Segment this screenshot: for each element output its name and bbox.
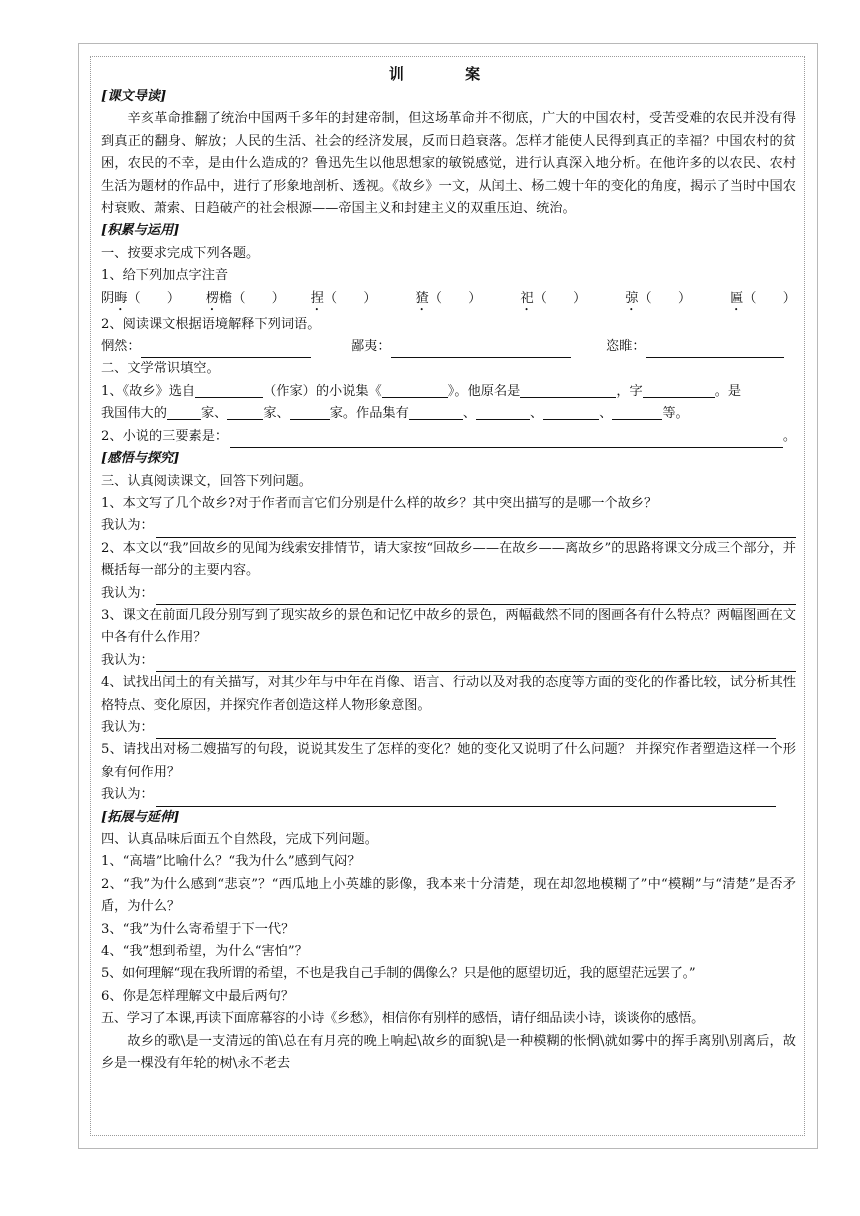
- part2-heading: 二、文学常识填空。: [101, 361, 220, 377]
- part1-heading: 一、按要求完成下列各题。: [101, 245, 260, 261]
- extend-question: 3、“我”为什么寄希望于下一代？: [101, 921, 295, 937]
- extend-question: 2、“我”为什么感到“悲哀”？“西瓜地上小英雄的影像，我本来十分清楚，现在却忽地模糊了”中“模糊”与“清楚”是否矛盾，为什么？: [101, 876, 796, 915]
- intro-paragraph: 辛亥革命推翻了统治中国两千多年的封建帝制，但这场革命并不彻底，广大的中国农村，受苦受难的农民并没有得到真正的翻身、解放；人民的生活、社会的经济发展，反而日趋衰落。怎样才能使人民得到真正的幸福？中国农村的贫困，农民的不幸，是由什么造成的？鲁迅先生以他思想家的敏锐感觉，进行认真深入地分析。在他许多的以农民、农村生活为题材的作品中，进行了形象地剖析、透视。《故乡》一文，从闰土、杨二嫂十年的变化的角度，揭示了当时中国农村衰败、萧索、日趋破产的社会根源——帝国主义和封建主义的双重压迫、统治。: [101, 111, 796, 217]
- answer-blank[interactable]: [230, 432, 783, 448]
- question-1: 1、本文写了几个故乡?对于作者而言它们分别是什么样的故乡？其中突出描写的是哪一个故乡？: [101, 495, 658, 511]
- extend-question: 1、“高墙”比喻什么？“我为什么”感到气闷？: [101, 854, 361, 870]
- part3-heading: 三、认真阅读课文，回答下列问题。: [101, 473, 312, 489]
- pinyin-item[interactable]: 弶（ ）: [625, 290, 692, 306]
- worksheet: [101, 62, 796, 1075]
- answer-line: 我认为：: [101, 784, 796, 806]
- section-intro-heading: [课文导读]: [101, 89, 167, 104]
- answer-line: 我认为：: [101, 583, 796, 605]
- pinyin-item[interactable]: 祀（ ）: [520, 290, 587, 306]
- section-accumulate-heading: [积累与运用]: [101, 223, 180, 239]
- answer-blank[interactable]: [141, 342, 311, 358]
- word-question: 2、阅读课文根据语境解释下列词语。: [101, 316, 321, 332]
- literature-line-1: 1、《故乡》选自 （作家）的小说集《 》。他原名是 ，字 。是: [101, 383, 742, 399]
- word-row: [101, 336, 796, 358]
- section-extend-heading: [拓展与延伸]: [101, 809, 180, 825]
- pinyin-row: [101, 288, 796, 314]
- question-5: 5、请找出对杨二嫂描写的句段，说说其发生了怎样的变化？她的变化又说明了什么问题？ 并探究作者塑造这样一个形象有何作用？: [101, 742, 796, 780]
- answer-blank[interactable]: [156, 522, 796, 538]
- pinyin-item[interactable]: 匾（ ）: [730, 290, 796, 306]
- question-3: 3、课文在前面几段分别写到了现实故乡的景色和记忆中故乡的景色，两幅截然不同的图画各有什么特点？两幅图画在文中各有什么作用？: [101, 607, 796, 646]
- answer-blank[interactable]: [156, 656, 796, 672]
- part5-heading: 五、学习了本课,再读下面席幕容的小诗《乡愁》，相信你有别样的感悟，请仔细品读小诗，谈谈你的感悟。: [101, 1011, 705, 1027]
- answer-line: 我认为：: [101, 650, 796, 672]
- word-label: 恣睢：: [606, 339, 646, 355]
- literature-line-2: 我国伟大的 家、 家、 家。作品集有 、 、 、 等。: [101, 406, 689, 422]
- answer-line: 我认为：: [101, 515, 796, 537]
- answer-blank[interactable]: [646, 342, 784, 358]
- literature-line-3: 2、小说的三要素是： 。: [101, 426, 796, 448]
- page-title: 训 案: [388, 65, 509, 83]
- section-explore-heading: [感悟与探究]: [101, 451, 180, 467]
- pinyin-item[interactable]: 捏（ ）: [310, 290, 377, 306]
- word-label: 惘然：: [101, 339, 141, 355]
- pinyin-item[interactable]: 猹（ ）: [415, 290, 482, 306]
- extend-question: 5、如何理解“现在我所谓的希望，不也是我自己手制的偶像么？只是他的愿望切近，我的愿望茫远罢了。”: [101, 966, 696, 982]
- answer-line: 我认为：: [101, 717, 796, 739]
- extend-question: 6、你是怎样理解文中最后两句？: [101, 988, 295, 1004]
- word-label: 鄙夷：: [351, 339, 391, 355]
- answer-blank[interactable]: [156, 723, 776, 739]
- part4-heading: 四、认真品味后面五个自然段，完成下列问题。: [101, 832, 378, 847]
- pinyin-item[interactable]: 楞檐（ ）: [205, 290, 285, 306]
- extend-question: 4、“我”想到希望，为什么“害怕”？: [101, 944, 308, 960]
- answer-blank[interactable]: [156, 589, 796, 605]
- poem-text: 故乡的歌\是一支清远的笛\总在有月亮的晚上响起\故乡的面貌\是一种模糊的怅惘\就如雾中的挥手离别\别离后，故乡是一棵没有年轮的树\永不老去: [101, 1033, 796, 1072]
- question-2: 2、本文以“我”回故乡的见闻为线索安排情节，请大家按“回故乡——在故乡——离故乡”的思路将课文分成三个部分，并概括每一部分的主要内容。: [101, 540, 796, 579]
- answer-blank[interactable]: [391, 342, 571, 358]
- pinyin-item[interactable]: 阴晦（ ）: [101, 290, 181, 306]
- answer-blank[interactable]: [156, 791, 776, 807]
- question-4: 4、试找出闰土的有关描写，对其少年与中年在肖像、语言、行动以及对我的态度等方面的变化的作番比较，试分析其性格特点、变化原因，并探究作者创造这样人物形象意图。: [101, 675, 796, 713]
- pinyin-question: 1、给下列加点字注音: [101, 268, 229, 284]
